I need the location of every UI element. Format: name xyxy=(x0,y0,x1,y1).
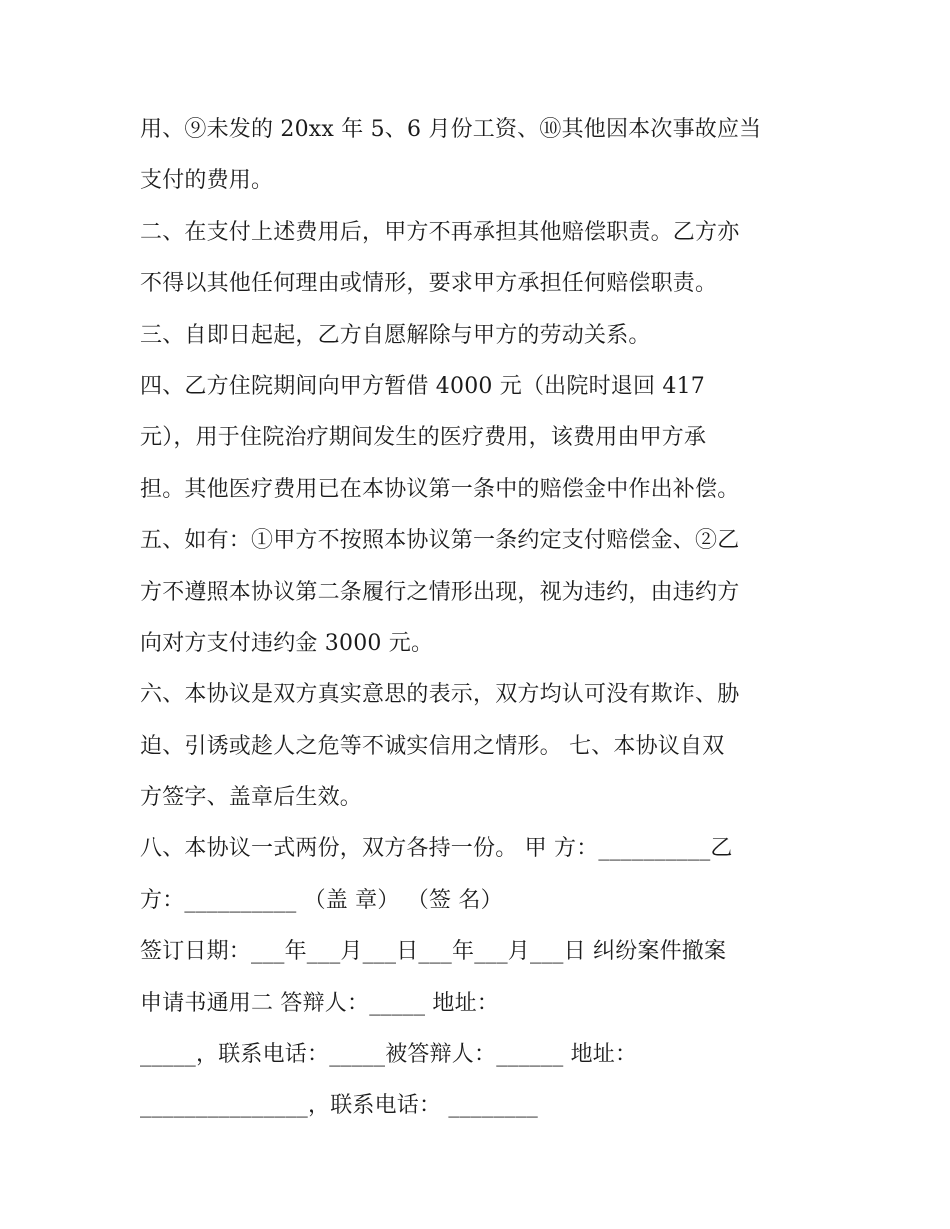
text-line: 用、⑨未发的 20xx 年 5、6 月份工资、⑩其他因本次事故应当 xyxy=(140,117,762,142)
text-line: 元），用于住院治疗期间发生的医疗费用，该费用由甲方承 xyxy=(140,425,707,451)
text-line: 申请书通用二 答辩人：_____ 地址： xyxy=(140,990,499,1016)
text-line: _______________，联系电话： ________ xyxy=(140,1093,538,1119)
text-line: 八、本协议一式两份，双方各持一份。 甲 方：__________乙 xyxy=(140,836,733,862)
text-line: 向对方支付违约金 3000 元。 xyxy=(140,630,434,656)
text-line: 方签字、盖章后生效。 xyxy=(140,785,363,811)
text-line: 二、在支付上述费用后，甲方不再承担其他赔偿职责。乙方亦 xyxy=(140,219,740,245)
text-line: 三、自即日起起，乙方自愿解除与甲方的劳动关系。 xyxy=(140,322,651,348)
text-line: 四、乙方住院期间向甲方暂借 4000 元（出院时退回 417 xyxy=(140,373,705,399)
text-line: _____，联系电话：_____被答辩人：______ 地址： xyxy=(140,1042,638,1068)
text-line: 五、如有：①甲方不按照本协议第一条约定支付赔偿金、②乙 xyxy=(140,528,740,554)
text-line: 担。其他医疗费用已在本协议第一条中的赔偿金中作出补偿。 xyxy=(140,476,740,502)
text-line: 签订日期：___年___月___日___年___月___日 纠纷案件撤案 xyxy=(140,939,727,965)
agreement-text xyxy=(140,104,840,1132)
text-line: 六、本协议是双方真实意思的表示，双方均认可没有欺诈、胁 xyxy=(140,682,740,708)
text-line: 支付的费用。 xyxy=(140,168,274,194)
text-line: 不得以其他任何理由或情形，要求甲方承担任何赔偿职责。 xyxy=(140,271,718,297)
text-line: 方：__________ （盖 章） （签 名） xyxy=(140,887,503,913)
text-line: 迫、引诱或趁人之危等不诚实信用之情形。 七、本协议自双 xyxy=(140,733,725,759)
text-line: 方不遵照本协议第二条履行之情形出现，视为违约，由违约方 xyxy=(140,579,740,605)
